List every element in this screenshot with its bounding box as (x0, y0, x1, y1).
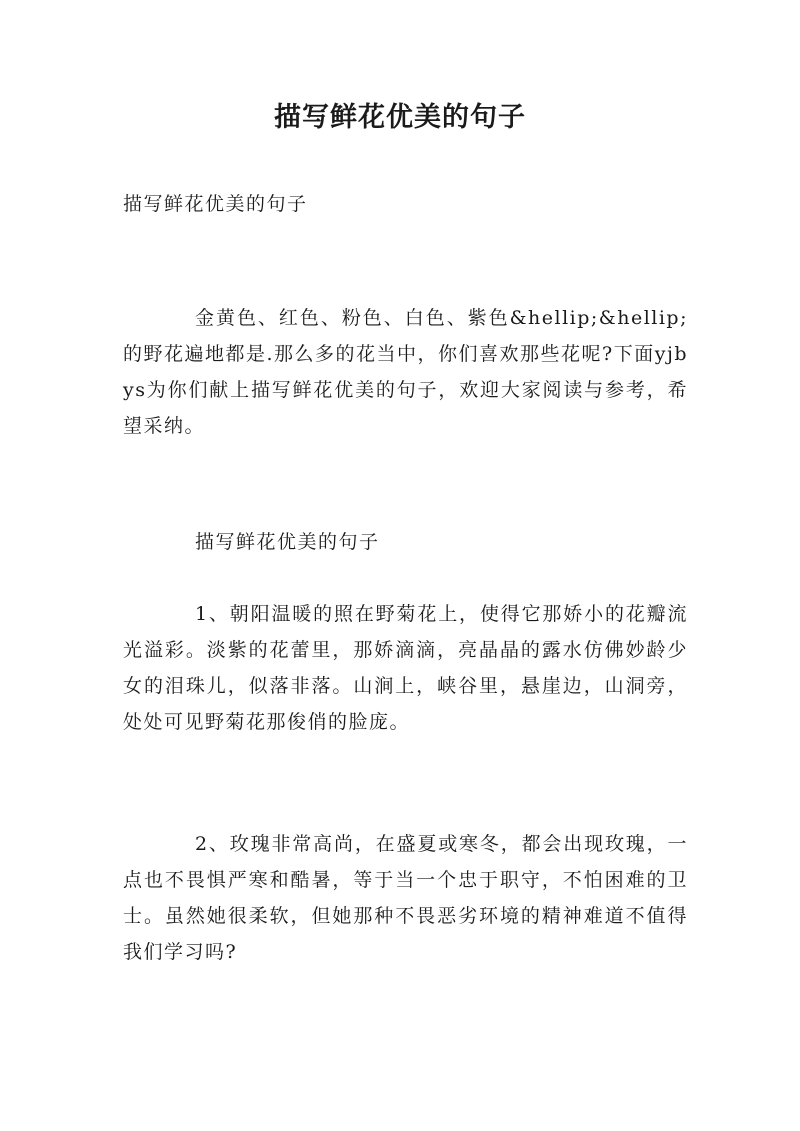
intro-paragraph: 金黄色、红色、粉色、白色、紫色&hellip;&hellip;的野花遍地都是.那么多的花当中，你们喜欢那些花呢?下面yjbys为你们献上描写鲜花优美的句子，欢迎大家阅读与参考，希望采纳。 (123, 307, 689, 437)
sentence-item-1: 1、朝阳温暖的照在野菊花上，使得它那娇小的花瓣流光溢彩。淡紫的花蕾里，那娇滴滴，亮晶晶的露水仿佛妙龄少女的泪珠儿，似落非落。山涧上，峡谷里，悬崖边，山洞旁，处处可见野菊花那俊俏的脸庞。 (123, 603, 688, 733)
document-title: 描写鲜花优美的句子 (274, 102, 526, 133)
section-heading: 描写鲜花优美的句子 (195, 531, 380, 553)
sentence-item-2: 2、玫瑰非常高尚，在盛夏或寒冬，都会出现玫瑰，一点也不畏惧严寒和酷暑，等于当一个忠于职守，不怕困难的卫士。虽然她很柔软，但她那种不畏恶劣环境的精神难道不值得我们学习吗? (123, 833, 688, 963)
document-subtitle: 描写鲜花优美的句子 (123, 193, 308, 215)
